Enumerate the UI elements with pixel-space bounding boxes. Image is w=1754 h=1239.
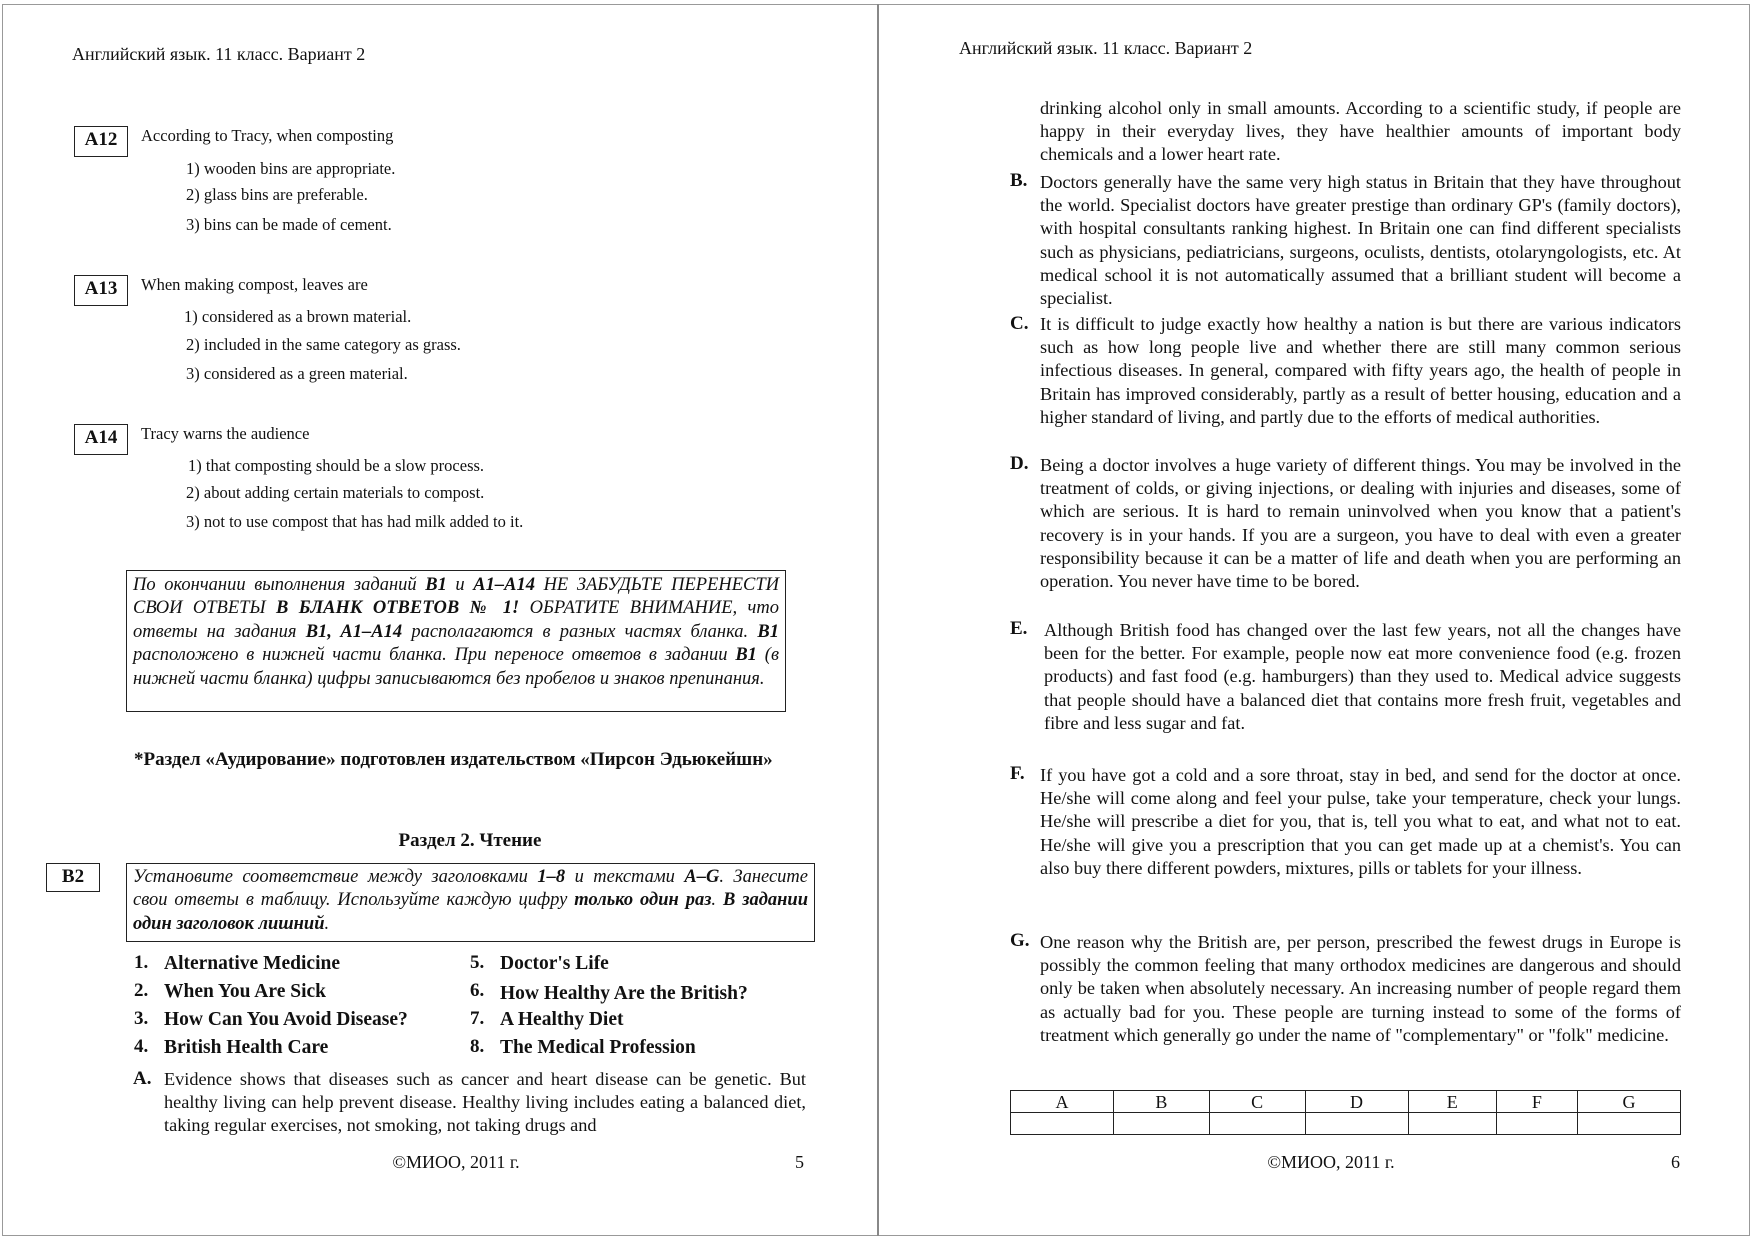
answer-cell[interactable] <box>1209 1113 1305 1135</box>
column-header: B <box>1114 1091 1210 1113</box>
option: 1) wooden bins are appropriate. <box>186 159 396 178</box>
heading-text: How Healthy Are the British? <box>500 983 748 1004</box>
answer-table-row <box>1011 1113 1681 1135</box>
heading-number: 5. <box>470 952 485 973</box>
notice-text: НЕ ЗАБУДЬТЕ ПЕРЕНЕСТИ СВОИ ОТВЕТЫ <box>133 575 780 619</box>
answer-cell[interactable] <box>1408 1113 1496 1135</box>
option: 1) considered as a brown material. <box>184 307 412 326</box>
heading-number: 2. <box>134 980 149 1001</box>
heading-number: 1. <box>134 952 149 973</box>
option: 3) considered as a green material. <box>186 364 408 383</box>
option: 3) bins can be made of cement. <box>186 215 392 234</box>
column-header: G <box>1577 1091 1680 1113</box>
heading-number: 3. <box>134 1008 149 1029</box>
text-paragraph-b: Doctors generally have the same very high status in Britain that they have throughout the world. Specialist doctors have greater prestige than ordinary GP's (family doctors), with hospital consultants ranking highest. In Britain one can find different specialists such as physicians, pediatricians, surgeons, oculists, dentists, otolaryngologists, etc. At medical school it is not automatically assumed that a brilliant student will become a specialist. <box>1040 172 1681 309</box>
page-number: 6 <box>1671 1152 1680 1172</box>
notice-text: ОБРАТИТЕ ВНИМАНИЕ, что ответы на задания <box>133 598 779 642</box>
heading-number: 6. <box>470 980 485 1001</box>
option: 2) included in the same category as grass. <box>186 335 461 354</box>
column-header: D <box>1305 1091 1408 1113</box>
text-letter: D. <box>1010 453 1029 474</box>
text-paragraph-c: It is difficult to judge exactly how healthy a nation is but there are various indicators such as how long people live and whether there are still many common serious infectious diseases. In general, compared with fifty years ago, the health of people in Britain has improved considerably, partly as a result of better housing, education and a higher standard of living, and partly due to the efforts of medical authorities. <box>1040 314 1681 427</box>
notice-emphasis: В БЛАНК ОТВЕТОВ № 1! <box>275 598 520 619</box>
page-header-right: Английский язык. 11 класс. Вариант 2 <box>959 38 1253 58</box>
heading-text: When You Are Sick <box>164 981 326 1002</box>
instruction-emphasis: только один раз <box>574 890 712 911</box>
text-paragraph-g: One reason why the British are, per person, prescribed the fewest drugs in Europe is possibly the common feeling that many orthodox medicines are dangerous and should only be taken when absolutely necessary. An increasing number of people regard them as actually bad for you. These people are turning instead to some of the forms of treatment which generally go under the name of "complementary" or "folk" medicine. <box>1040 932 1681 1045</box>
column-header: F <box>1496 1091 1577 1113</box>
question-id-badge: A14 <box>74 424 128 455</box>
copyright-footer: ©МИОО, 2011 г. <box>392 1152 520 1172</box>
instruction-emphasis: A–G <box>684 867 720 887</box>
heading-number: 8. <box>470 1036 485 1057</box>
notice-emphasis: A1–A14 <box>473 575 535 595</box>
page-header-left: Английский язык. 11 класс. Вариант 2 <box>72 44 366 64</box>
answer-cell[interactable] <box>1011 1113 1114 1135</box>
text-paragraph-d: Being a doctor involves a huge variety of different things. You may be involved in the treatment of colds, or giving injections, or dealing with injuries and diseases, some of which are serious. It is hard to remain uninvolved when you know that a patient's recovery is in your hands. If you are a surgeon, you have to deal with even a greater responsibility because it can be a matter of life and death when you are performing an operation. You never have time to be bored. <box>1040 455 1681 592</box>
notice-emphasis: B1, A1–A14 <box>305 621 403 642</box>
notice-text: располагаются в разных частях бланка. <box>402 621 758 642</box>
heading-text: Doctor's Life <box>500 953 609 974</box>
page-number: 5 <box>795 1152 804 1172</box>
heading-number: 4. <box>134 1036 149 1057</box>
instruction-text: . Занесите свои ответы в таблицу. Используйте каждую цифру <box>133 867 808 911</box>
option: 1) that composting should be a slow process. <box>188 456 485 475</box>
text-letter: E. <box>1010 618 1028 639</box>
copyright-footer: ©МИОО, 2011 г. <box>1267 1152 1395 1172</box>
notice-text: и <box>446 575 474 595</box>
heading-number: 7. <box>470 1008 485 1029</box>
question-text: Tracy warns the audience <box>141 424 310 443</box>
column-header: A <box>1011 1091 1114 1113</box>
text-letter: A. <box>133 1068 152 1089</box>
answer-cell[interactable] <box>1305 1113 1408 1135</box>
option: 3) not to use compost that has had milk added to it. <box>186 512 524 531</box>
heading-text: A Healthy Diet <box>500 1009 624 1030</box>
text-letter: G. <box>1010 930 1030 951</box>
heading-text: The Medical Profession <box>500 1037 696 1058</box>
text-paragraph-a: Evidence shows that diseases such as cancer and heart disease can be genetic. But healthy living can help prevent disease. Healthy living includes eating a balanced diet, taking regular exercises, not smoking, not taking drugs and <box>164 1069 806 1136</box>
option: 2) glass bins are preferable. <box>186 185 368 204</box>
answer-table-header <box>1011 1091 1681 1113</box>
instruction-text: . <box>324 913 330 934</box>
question-id-badge-b2: B2 <box>46 863 100 892</box>
heading-text: How Can You Avoid Disease? <box>164 1009 408 1030</box>
text-paragraph-f: If you have got a cold and a sore throat, stay in bed, and send for the doctor at once. He/she will come along and feel your pulse, take your temperature, check your lungs. He/she will prescribe a diet for you, that is, tell you what to eat, and what not to eat. He/she will give you a prescription that you can get made up at a chemist's. You can also buy there different powders, mixtures, pills or tablets for your illness. <box>1040 765 1681 878</box>
question-id-badge: A13 <box>74 275 128 306</box>
column-header: C <box>1209 1091 1305 1113</box>
notice-emphasis: B1 <box>425 575 447 595</box>
page-divider <box>877 4 879 1236</box>
section-title: Раздел 2. Чтение <box>398 830 542 851</box>
publisher-note: *Раздел «Аудирование» подготовлен издательством «Пирсон Эдьюкейшн» <box>134 749 773 770</box>
b2-instructions <box>126 863 815 942</box>
answer-cell[interactable] <box>1577 1113 1680 1135</box>
question-text: According to Tracy, when composting <box>141 126 394 145</box>
text-letter: F. <box>1010 763 1025 784</box>
instruction-text: Установите соответствие между заголовками <box>133 867 538 887</box>
question-id-badge: A12 <box>74 126 128 157</box>
notice-emphasis: B1 <box>757 621 779 642</box>
notice-text: По окончании выполнения заданий <box>133 575 426 595</box>
instruction-emphasis: В задании один заголовок лишний <box>133 890 808 934</box>
question-text: When making compost, leaves are <box>141 275 368 294</box>
option: 2) about adding certain materials to compost. <box>186 483 485 502</box>
text-letter: B. <box>1010 170 1028 191</box>
answer-table <box>1010 1090 1681 1135</box>
answer-cell[interactable] <box>1496 1113 1577 1135</box>
heading-text: British Health Care <box>164 1037 329 1058</box>
instruction-text: . <box>711 890 723 911</box>
heading-text: Alternative Medicine <box>164 953 340 974</box>
text-letter: C. <box>1010 313 1029 334</box>
answer-cell[interactable] <box>1114 1113 1210 1135</box>
notice-text: (в нижней части бланка) цифры записываются без пробелов и знаков препинания. <box>133 645 779 689</box>
notice-emphasis: B1 <box>735 645 757 666</box>
instruction-emphasis: 1–8 <box>537 867 566 887</box>
text-paragraph-a-continued: drinking alcohol only in small amounts. According to a scientific study, if people are happy in their everyday lives, they have healthier amounts of important body chemicals and a lower heart rate. <box>1040 98 1681 165</box>
notice-text: расположено в нижней части бланка. При переносе ответов в задании <box>133 645 736 666</box>
transfer-answers-notice <box>126 570 786 712</box>
column-header: E <box>1408 1091 1496 1113</box>
instruction-text: и текстами <box>565 867 685 887</box>
text-paragraph-e: Although British food has changed over the last few years, not all the changes have been for the better. For example, people now eat more convenience food (e.g. frozen products) and fast food (e.g. hamburgers) than they used to. Medical advice suggests that people should have a balanced diet that contains more fresh fruit, vegetables and fibre and less sugar and fat. <box>1044 620 1681 733</box>
